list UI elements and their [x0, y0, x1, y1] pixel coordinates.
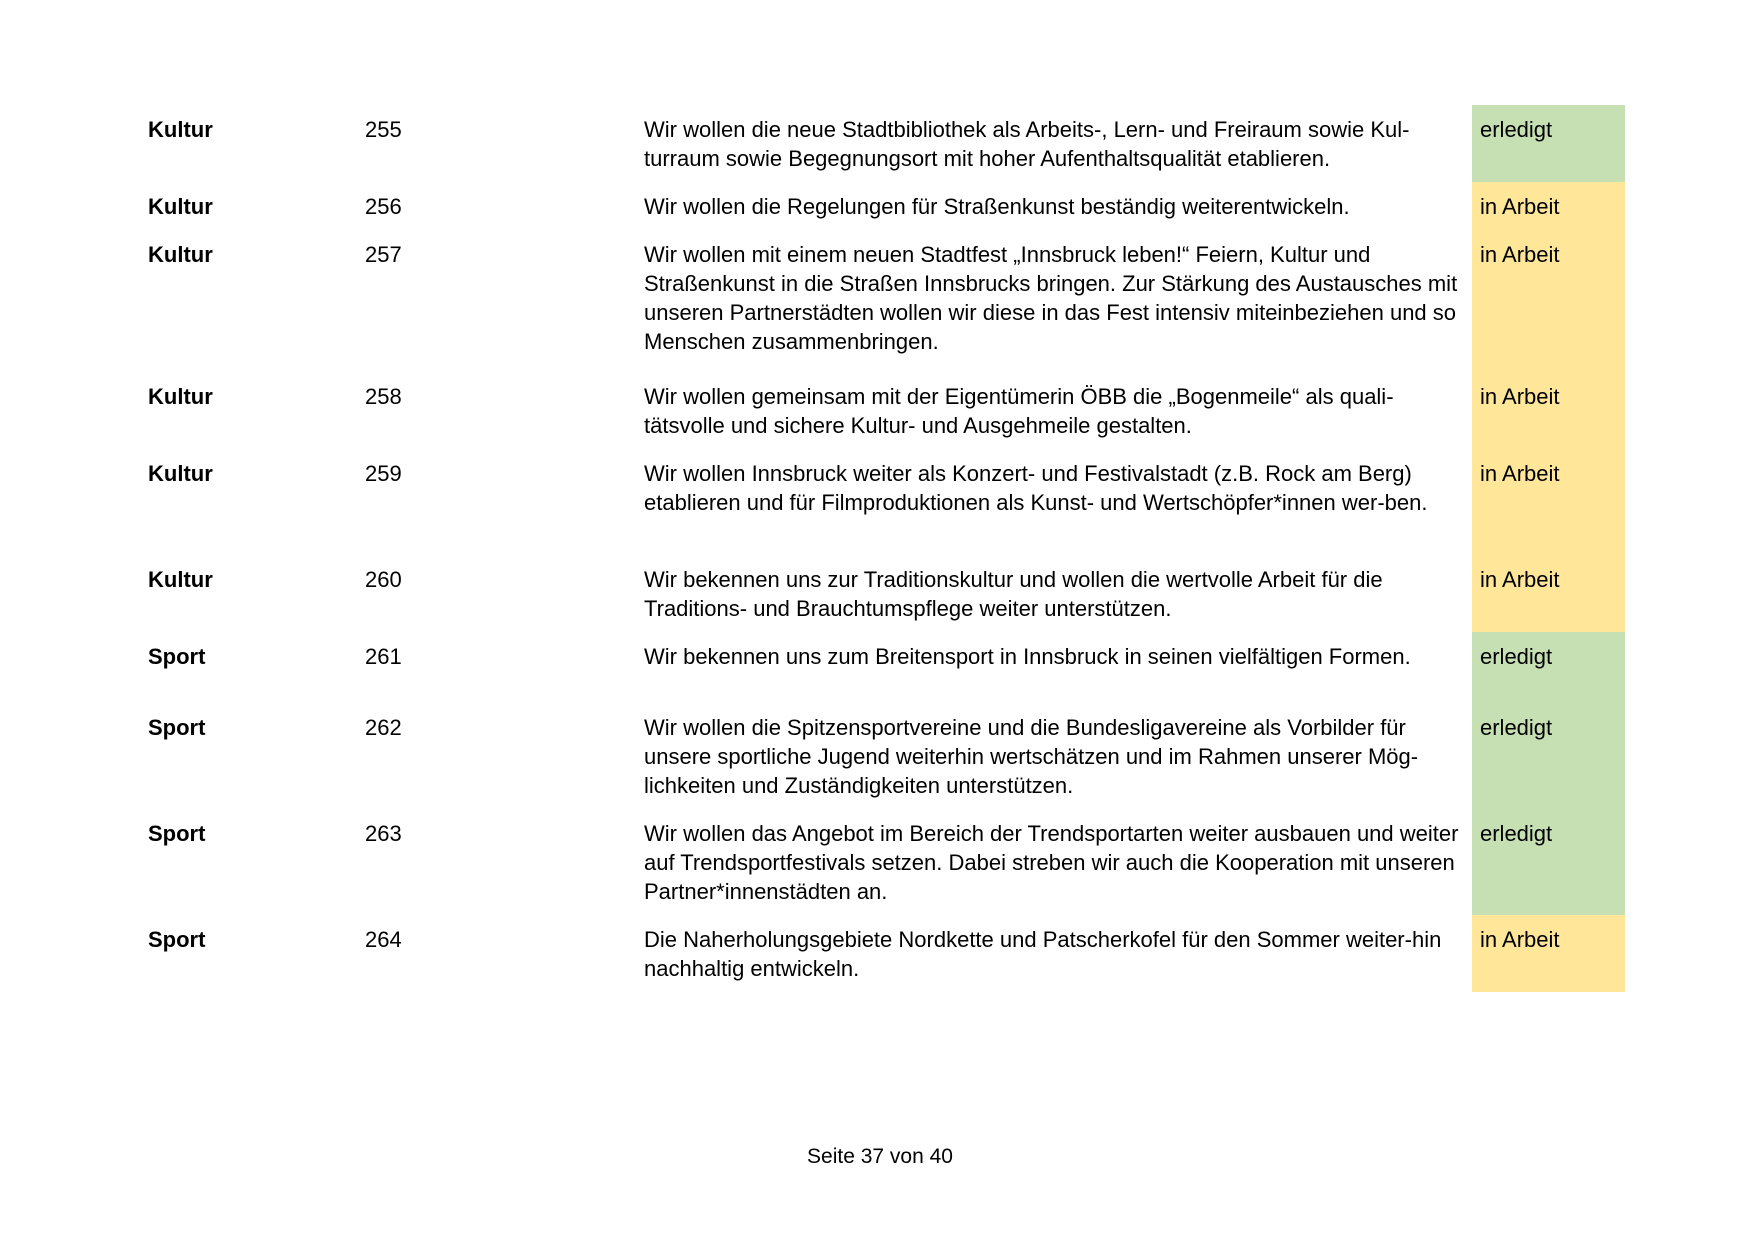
table-row — [0, 915, 1753, 992]
status-cell: erledigt — [1472, 105, 1625, 182]
status-cell: in Arbeit — [1472, 230, 1625, 372]
number-cell: 256 — [365, 194, 402, 219]
status-cell: in Arbeit — [1472, 555, 1625, 632]
category-cell: Kultur — [148, 567, 213, 592]
description-cell: Wir wollen gemeinsam mit der Eigentümerin ÖBB die „Bogenmeile“ als quali-tätsvolle und sichere Kultur- und Ausgehmeile gestalten. — [644, 384, 1394, 438]
number-cell: 261 — [365, 644, 402, 669]
number-cell: 263 — [365, 821, 402, 846]
number-cell: 259 — [365, 461, 402, 486]
table-row — [0, 703, 1753, 809]
description-cell: Wir wollen die Regelungen für Straßenkunst beständig weiterentwickeln. — [644, 194, 1350, 219]
number-cell: 264 — [365, 927, 402, 952]
category-cell: Sport — [148, 715, 206, 740]
table-row — [0, 809, 1753, 915]
status-cell: erledigt — [1472, 809, 1625, 915]
description-cell: Wir wollen die neue Stadtbibliothek als Arbeits-, Lern- und Freiraum sowie Kul-turraum sowie Begegnungsort mit hoher Aufenthaltsqualität etablieren. — [644, 117, 1410, 171]
description-cell: Die Naherholungsgebiete Nordkette und Patscherkofel für den Sommer weiter-hin nachhaltig entwickeln. — [644, 927, 1442, 981]
description-cell: Wir bekennen uns zum Breitensport in Innsbruck in seinen vielfältigen Formen. — [644, 644, 1411, 669]
measures-table — [0, 105, 1753, 992]
number-cell: 260 — [365, 567, 402, 592]
category-cell: Sport — [148, 927, 206, 952]
page-number: Seite 37 von 40 — [807, 1145, 953, 1168]
number-cell: 257 — [365, 242, 402, 267]
category-cell: Kultur — [148, 117, 213, 142]
table-row — [0, 105, 1753, 182]
table-row — [0, 632, 1753, 703]
status-cell: erledigt — [1472, 632, 1625, 703]
category-cell: Kultur — [148, 461, 213, 486]
number-cell: 262 — [365, 715, 402, 740]
description-cell: Wir wollen die Spitzensportvereine und die Bundesligavereine als Vorbilder für unsere sportliche Jugend weiterhin wertschätzen und im Rahmen unserer Mög-lichkeiten und Zuständigkeiten unterstützen. — [644, 715, 1419, 798]
description-cell: Wir bekennen uns zur Traditionskultur und wollen die wertvolle Arbeit für die Traditions- und Brauchtumspflege weiter unterstützen. — [644, 567, 1383, 621]
number-cell: 258 — [365, 384, 402, 409]
status-cell: erledigt — [1472, 703, 1625, 809]
category-cell: Sport — [148, 821, 206, 846]
status-cell: in Arbeit — [1472, 372, 1625, 449]
table-row — [0, 230, 1753, 372]
status-cell: in Arbeit — [1472, 449, 1625, 555]
table-row — [0, 449, 1753, 555]
category-cell: Kultur — [148, 384, 213, 409]
table-row — [0, 182, 1753, 230]
table-row — [0, 555, 1753, 632]
status-cell: in Arbeit — [1472, 182, 1625, 230]
status-cell: in Arbeit — [1472, 915, 1625, 992]
description-cell: Wir wollen mit einem neuen Stadtfest „Innsbruck leben!“ Feiern, Kultur und Straßenkunst in die Straßen Innsbrucks bringen. Zur Stärkung des Austausches mit unseren Partnerstädten wollen wir diese in das Fest intensiv miteinbeziehen und so Menschen zusammenbringen. — [644, 242, 1458, 354]
category-cell: Kultur — [148, 194, 213, 219]
number-cell: 255 — [365, 117, 402, 142]
table-row — [0, 372, 1753, 449]
description-cell: Wir wollen das Angebot im Bereich der Trendsportarten weiter ausbauen und weiter auf Trendsportfestivals setzen. Dabei streben wir auch die Kooperation mit unseren Partner*innenstädten an. — [644, 821, 1459, 904]
category-cell: Sport — [148, 644, 206, 669]
description-cell: Wir wollen Innsbruck weiter als Konzert- und Festivalstadt (z.B. Rock am Berg) etablieren und für Filmproduktionen als Kunst- und Wertschöpfer*innen wer-ben. — [644, 461, 1428, 515]
category-cell: Kultur — [148, 242, 213, 267]
